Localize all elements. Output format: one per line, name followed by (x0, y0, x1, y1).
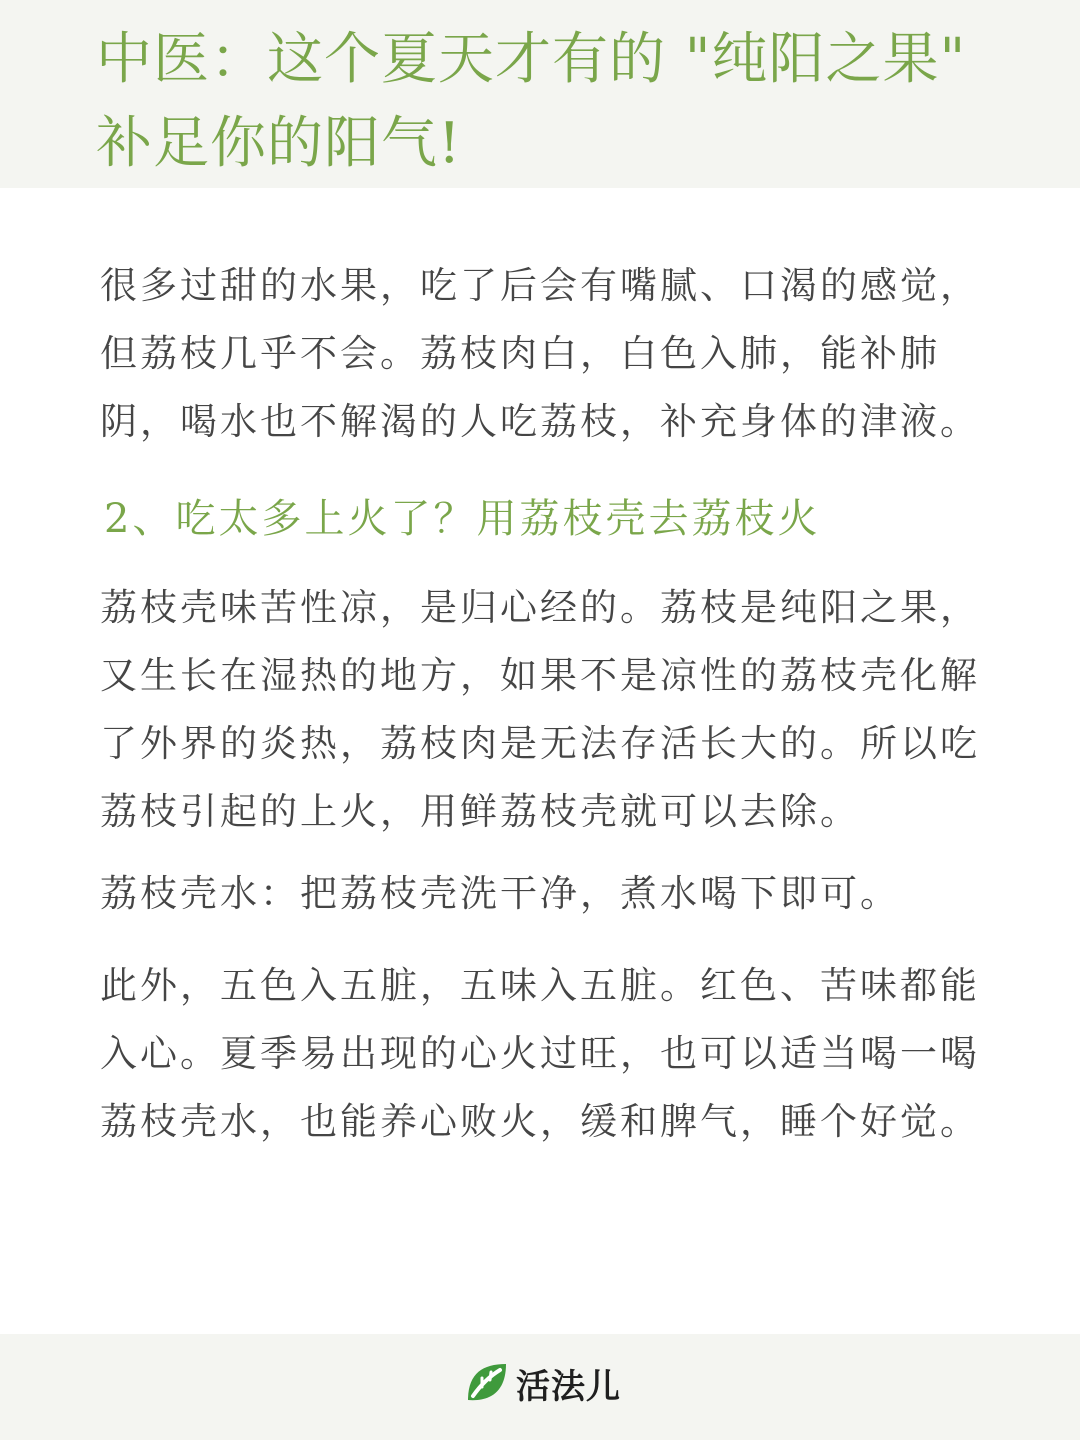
article-body (100, 252, 990, 1156)
footer-bar (0, 1334, 1080, 1440)
paragraph-lychee-shell: 荔枝壳味苦性凉，是归心经的。荔枝是纯阳之果，又生长在湿热的地方，如果不是凉性的荔枝壳化解了外界的炎热，荔枝肉是无法存活长大的。所以吃荔枝引起的上火，用鲜荔枝壳就可以去除。 (100, 586, 980, 833)
page-title (96, 18, 996, 186)
brand-name: 活法儿 (516, 1366, 621, 1407)
leaf-icon (464, 1360, 510, 1406)
header-banner (0, 0, 1080, 188)
brand-logo-group[interactable] (464, 1358, 621, 1408)
section-heading-2: 2、吃太多上火了？用荔枝壳去荔枝火 (104, 496, 821, 542)
paragraph-lychee-flesh: 很多过甜的水果，吃了后会有嘴腻、口渴的感觉，但荔枝几乎不会。荔枝肉白，白色入肺，能补肺阴，喝水也不解渴的人吃荔枝，补充身体的津液。 (100, 264, 980, 443)
paragraph-shell-water: 荔枝壳水：把荔枝壳洗干净，煮水喝下即可。 (100, 872, 900, 915)
title-line-1: 中医：这个夏天才有的 "纯阳之果" (96, 27, 967, 92)
title-line-2: 补足你的阳气! (96, 111, 462, 176)
paragraph-five-colors: 此外，五色入五脏，五味入五脏。红色、苦味都能入心。夏季易出现的心火过旺，也可以适当喝一喝荔枝壳水，也能养心败火，缓和脾气，睡个好觉。 (100, 964, 980, 1143)
